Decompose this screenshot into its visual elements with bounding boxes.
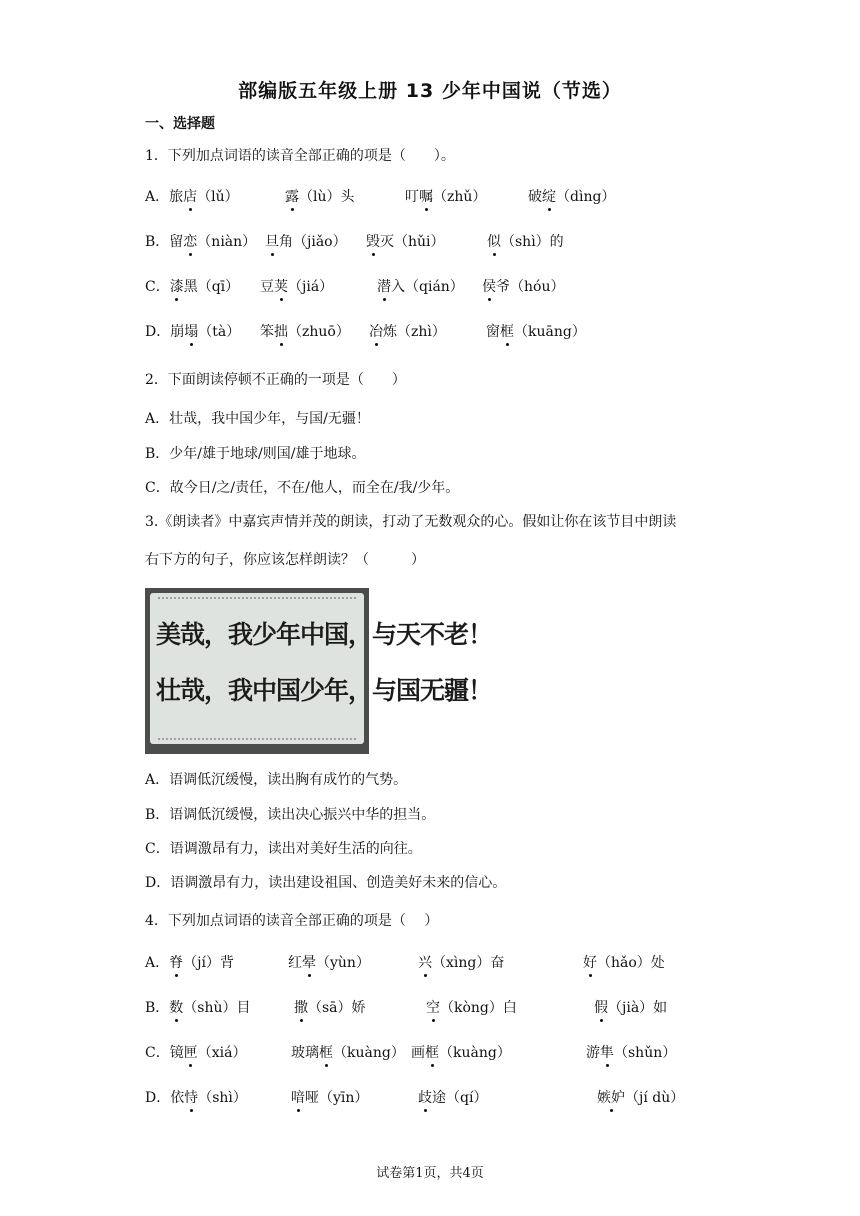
q4-option-d-item: D．依恃（shì） [145,1090,247,1106]
border-decoration [158,738,356,740]
slogan-line-2: 壮哉，我中国少年，与国无疆！ [156,676,493,705]
q4-option-b-item: 假（jià）如 [594,1000,668,1016]
slogan-line-1: 美哉，我少年中国，与天不老！ [156,620,493,649]
q4-option-c-item: 游隼（shǔn） [586,1045,677,1061]
q4-option-d-item: 歧途（qí） [418,1090,488,1106]
q4-option-a-item: 红晕（yùn） [288,955,370,971]
slogan-photo [145,588,493,754]
q2-option-b: B．少年/雄于地球/则国/雄于地球。 [145,446,366,462]
q4-stem: 4．下列加点词语的读音全部正确的项是（ ） [145,913,439,929]
q1-option-b-item: 似（shì）的 [487,234,564,250]
q1-option-a-item: A．旅店（lǔ） [145,189,239,205]
q1-option-d-item: D．崩塌（tà） [145,324,241,340]
q3-option-d: D．语调激昂有力，读出建设祖国、创造美好未来的信心。 [145,875,507,891]
q4-option-b-item: B．数（shù）目 [145,1000,251,1016]
q3-option-a: A．语调低沉缓慢，读出胸有成竹的气势。 [145,772,408,788]
q4-option-b-item: 空（kòng）白 [426,1000,517,1016]
q2-option-c: C．故今日/之/责任，不在/他人，而全在/我/少年。 [145,480,460,496]
slogan-board [150,593,493,744]
q1-stem: 1．下列加点词语的读音全部正确的项是（ ）。 [145,148,455,164]
q4-option-a-item: 好（hǎo）处 [583,955,665,971]
q3-stem-line2: 右下方的句子，你应该怎样朗读？（ ） [145,552,425,568]
q2-stem: 2．下面朗读停顿不正确的一项是（ ） [145,372,406,388]
q1-option-c-item: C．漆黑（qī） [145,279,240,295]
q4-option-b-item: 撒（sā）娇 [294,1000,366,1016]
q4-option-d-item: 喑哑（yīn） [291,1090,369,1106]
q1-option-d-item: 笨拙（zhuō） [260,324,350,340]
q1-option-d-item: 冶炼（zhì） [369,324,446,340]
q1-option-b-item: B．留恋（niàn） [145,234,257,250]
border-decoration [158,597,356,599]
q3-option-c: C．语调激昂有力，读出对美好生活的向往。 [145,841,422,857]
section-heading: 一、选择题 [145,116,215,132]
q1-option-c-item: 侯爷（hóu） [482,279,565,295]
q1-option-b-item: 旦角（jiǎo） [265,234,347,250]
q1-option-c-item: 豆荚（jiá） [260,279,334,295]
q4-option-a-item: 兴（xìng）奋 [418,955,505,971]
q1-option-a-item: 叮嘱（zhǔ） [405,189,487,205]
q4-option-c-item: C．镜匣（xiá） [145,1045,247,1061]
q4-option-a-item: A．脊（jí）背 [145,955,234,971]
q1-option-d-item: 窗框（kuāng） [486,324,586,340]
q1-option-a-item: 露（lù）头 [285,189,355,205]
q4-option-d-item: 嫉妒（jí dù） [597,1090,685,1106]
q1-option-b-item: 毁灭（hǔi） [366,234,445,250]
q2-option-a: A．壮哉，我中国少年，与国/无疆！ [145,411,370,427]
page-title: 部编版五年级上册 13 少年中国说（节选） [238,80,622,102]
q4-option-c-item: 画框（kuàng） [411,1045,511,1061]
q1-option-c-item: 潜入（qián） [377,279,464,295]
q3-option-b: B．语调低沉缓慢，读出决心振兴中华的担当。 [145,807,436,823]
q4-option-c-item: 玻璃框（kuàng） [291,1045,405,1061]
q3-stem-line1: 3.《朗读者》中嘉宾声情并茂的朗读，打动了无数观众的心。假如让你在该节目中朗读 [145,514,677,530]
page-footer: 试卷第1页，共4页 [376,1166,484,1181]
q1-option-a-item: 破绽（dìng） [528,189,616,205]
